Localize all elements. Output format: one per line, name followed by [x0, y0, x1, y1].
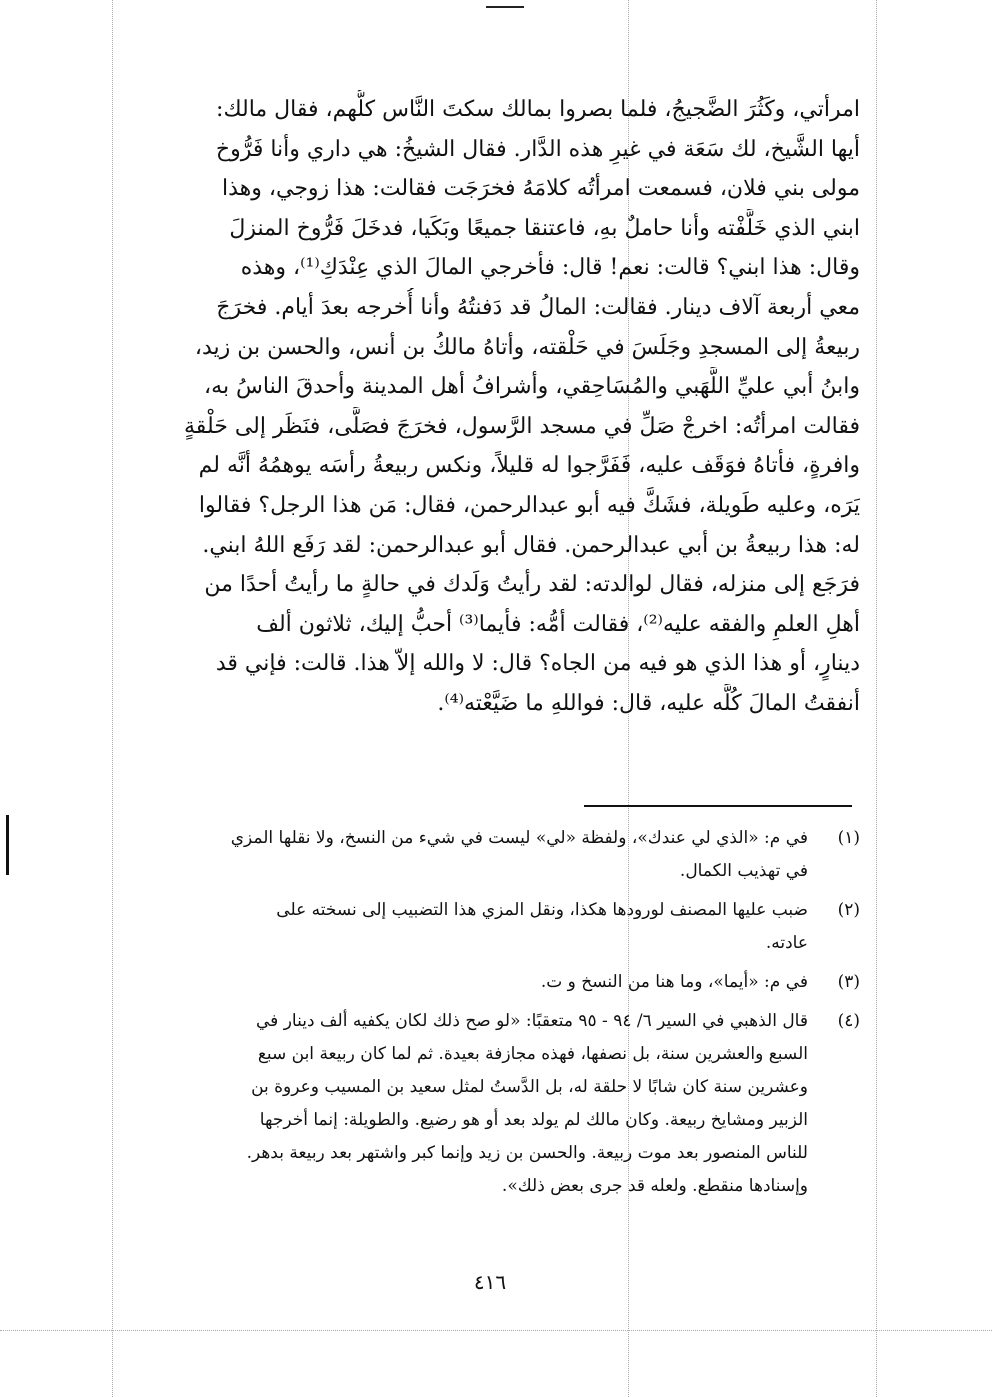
- text-line: ابني الذي خَلَّفْته وأنا حاملٌ بهِ، فاعتنقا جميعًا وبَكَيا، فدخَلَ فَرُّوخ المنزلَ: [229, 215, 860, 241]
- text-line: دينارٍ، أو هذا الذي هو فيه من الجاه؟ قال: لا والله إلاّ هذا. قالت: فإني قد: [215, 651, 860, 677]
- text-line: أيها الشَّيخ، لك سَعَة في غيرِ هذه الدَّار. فقال الشيخُ: هي داري وأنا فَرُّوخ: [215, 136, 860, 162]
- text-line: ربيعةُ إلى المسجدِ وجَلَسَ في حَلْقته، وأتاهُ مالكُ بن أنس، والحسن بن زيد،: [194, 334, 860, 360]
- top-mark: [486, 0, 524, 8]
- footnote-line: للناس المنصور بعد موت ربيعة. والحسن بن زيد وإنما كبر واشتهر بعد ربيعة بدهر.: [246, 1143, 808, 1163]
- text-line: وابنُ أبي عليِّ اللَّهَبي والمُسَاحِقي، وأشرافُ أهل المدينة وأحدقَ الناسُ به،: [204, 374, 860, 400]
- footnote-number: (٣): [837, 972, 860, 992]
- footnote-line: في م: «أيما»، وما هنا من النسخ و ت.: [540, 972, 808, 992]
- footnote: [134, 822, 860, 888]
- text-line: أنفقتُ المالَ كُلَّه عليه، قال: فواللهِ ما ضَيَّعْته⁽⁴⁾.: [437, 690, 860, 716]
- footnote-line: عادته.: [765, 933, 808, 953]
- footnote-line: قال الذهبي في السير ٦/ ٩٤ - ٩٥ متعقبًا: «لو صح ذلك لكان يكفيه ألف دينار في: [256, 1011, 808, 1031]
- text-line: وقال: هذا ابني؟ قالت: نعم! قال: فأخرجي المالَ الذي عِنْدَكِ⁽¹⁾، وهذه: [240, 255, 860, 281]
- footnotes: [134, 822, 860, 1209]
- text-line: فرَجَع إلى منزله، فقال لوالدته: لقد رأيتُ وَلَدك في حالةٍ ما رأيتُ أحدًا من: [204, 572, 860, 598]
- text-line: وافرةٍ، فأتاهُ فوَقَف عليه، فَفَرَّجوا له قليلاً، ونكس ربيعةُ رأسَه يوهمُهُ أنَّه لم: [198, 453, 860, 479]
- footnote-number: (١): [837, 828, 860, 848]
- scan-guide-bottom: [0, 1330, 992, 1331]
- text-line: يَرَه، وعليه طَويلة، فشَكَّ فيه أبو عبدالرحمن، فقال: مَن هذا الرجل؟ فقالوا: [198, 492, 860, 518]
- text-line: معي أربعة آلاف دينار. فقالت: المالُ قد دَفنتُهُ وأنا أُخرجه بعدَ أيام. فخرَجَ: [216, 294, 860, 320]
- footnote-line: في م: «الذي لي عندك»، ولفظة «لي» ليست في شيء من النسخ، ولا نقلها المزي: [230, 828, 808, 848]
- footnote-line: وإسنادها منقطع. ولعله قد جرى بعض ذلك».: [501, 1176, 808, 1196]
- footnote: [134, 1005, 860, 1203]
- text-line: أهلِ العلمِ والفقه عليه⁽²⁾، فقالت أمُّه: فأيما⁽³⁾ أحبُّ إليك، ثلاثون ألف: [256, 611, 860, 637]
- footnote-line: الزبير ومشايخ ربيعة. وكان مالك لم يولد بعد أو هو رضيع. والطويلة: إنما أخرجها: [259, 1110, 808, 1130]
- scan-guide-left: [112, 0, 113, 1397]
- footnote-body: [134, 822, 808, 888]
- footnote-number: (٤): [837, 1011, 860, 1031]
- text-line: فقالت امرأتُه: اخرجْ صَلِّ في مسجد الرَّسول، فخرَجَ فصَلَّى، فنَظَر إلى حَلْقةٍ: [184, 413, 860, 439]
- main-text: [134, 90, 860, 724]
- footnote-line: وعشرين سنة كان شابًا لا حلقة له، بل الدَّستُ لمثل سعيد بن المسيب وعروة بن: [251, 1077, 808, 1097]
- footnote-line: في تهذيب الكمال.: [679, 861, 808, 881]
- footnote: [134, 966, 860, 999]
- page-number: ٤١٦: [473, 1270, 507, 1294]
- footnote-separator: [584, 805, 852, 807]
- text-line: له: هذا ربيعةُ بن أبي عبدالرحمن. فقال أبو عبدالرحمن: لقد رَفَع اللهُ ابني.: [202, 532, 860, 558]
- footnote-line: السبع والعشرين سنة، بل نصفها، فهذه مجازفة بعيدة. ثم لما كان ربيعة ابن سبع: [257, 1044, 808, 1064]
- footnote-body: [134, 966, 808, 999]
- footnote-body: [134, 1005, 808, 1203]
- footnote-line: ضبب عليها المصنف لورودها هكذا، ونقل المزي هذا التضبيب إلى نسخته على: [276, 900, 808, 920]
- text-line: امرأتي، وكَثُرَ الضَّجيجُ، فلما بصروا بمالك سكتَ النَّاس كلُّهم، فقال مالك:: [216, 97, 860, 122]
- scan-guide-right: [876, 0, 877, 1397]
- margin-bar: [6, 815, 9, 875]
- footnote: [134, 894, 860, 960]
- text-line: مولى بني فلان، فسمعت امرأتُه كلامَهُ فخرَجَت فقالت: هذا زوجي، وهذا: [222, 176, 860, 202]
- footnote-body: [134, 894, 808, 960]
- footnote-number: (٢): [837, 900, 860, 920]
